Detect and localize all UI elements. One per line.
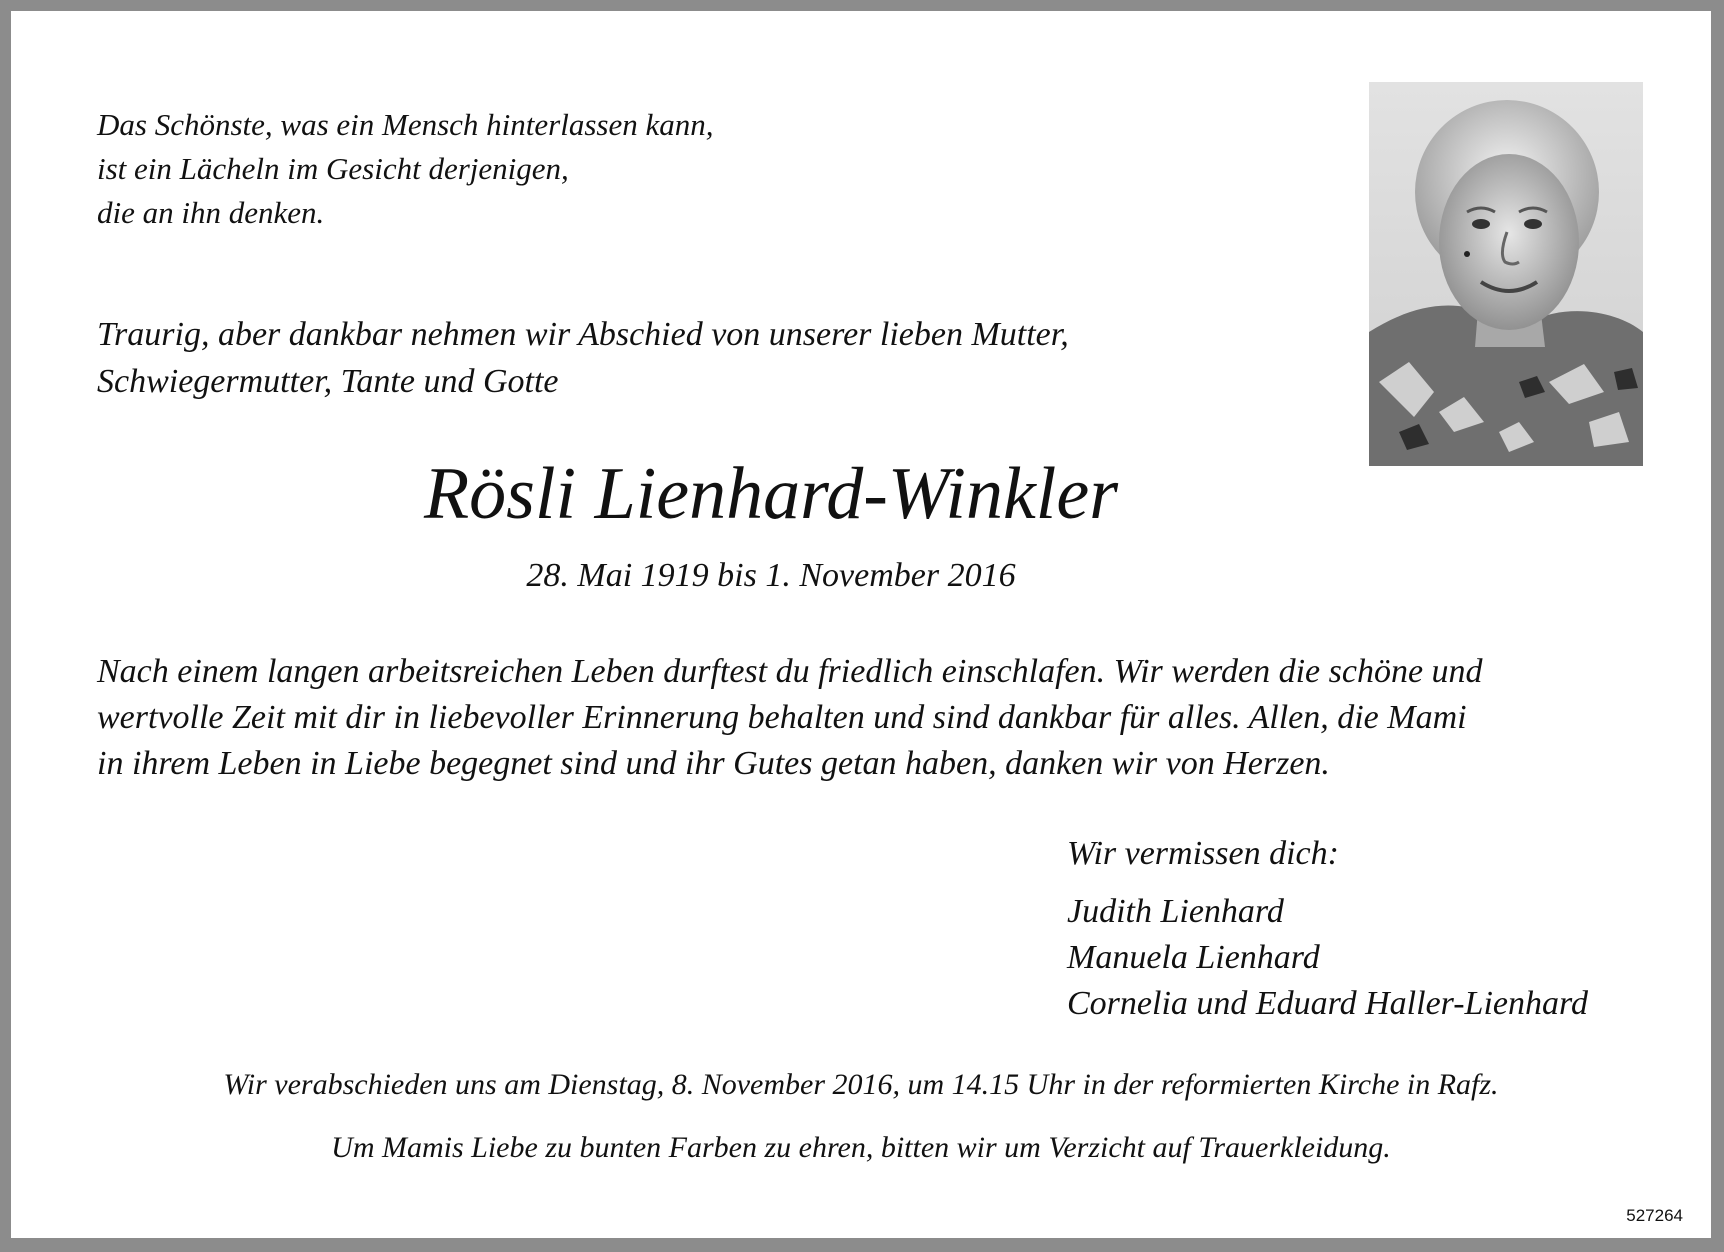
intro-line: Traurig, aber dankbar nehmen wir Abschied von unserer lieben Mutter,: [97, 316, 1069, 353]
portrait-photo: [1369, 82, 1643, 466]
mourner-name: Judith Lienhard: [1067, 893, 1284, 930]
mourner-name: Cornelia und Eduard Haller-Lienhard: [1067, 985, 1588, 1022]
farewell-line: Nach einem langen arbeitsreichen Leben durftest du friedlich einschlafen. Wir werden die schöne und: [97, 653, 1483, 690]
farewell-line: in ihrem Leben in Liebe begegnet sind und ihr Gutes getan haben, danken wir von Herzen.: [97, 745, 1330, 782]
mourners-signoff: [1067, 831, 1588, 1027]
farewell-line: wertvolle Zeit mit dir in liebevoller Erinnerung behalten und sind dankbar für alles. Allen, die Mami: [97, 699, 1467, 736]
service-notice: Wir verabschieden uns am Dienstag, 8. November 2016, um 14.15 Uhr in der reformierten Kirche in Rafz.: [223, 1068, 1499, 1101]
obituary-card: [11, 11, 1711, 1238]
farewell-text: [97, 649, 1659, 787]
motto-line: ist ein Lächeln im Gesicht derjenigen,: [97, 151, 569, 186]
signoff-heading: Wir vermissen dich:: [1067, 835, 1339, 872]
motto-line: Das Schönste, was ein Mensch hinterlassen kann,: [97, 107, 714, 142]
mourners-list: [1067, 889, 1588, 1027]
life-dates: 28. Mai 1919 bis 1. November 2016: [526, 557, 1016, 594]
reference-number: 527264: [1626, 1206, 1683, 1225]
dress-note: Um Mamis Liebe zu bunten Farben zu ehren, bitten wir um Verzicht auf Trauerkleidung.: [331, 1131, 1391, 1164]
deceased-name: Rösli Lienhard-Winkler: [423, 453, 1119, 535]
intro-text: [97, 311, 1069, 405]
motto-quote: [97, 103, 713, 235]
mourner-name: Manuela Lienhard: [1067, 939, 1320, 976]
motto-line: die an ihn denken.: [97, 195, 325, 230]
intro-line: Schwiegermutter, Tante und Gotte: [97, 363, 559, 400]
